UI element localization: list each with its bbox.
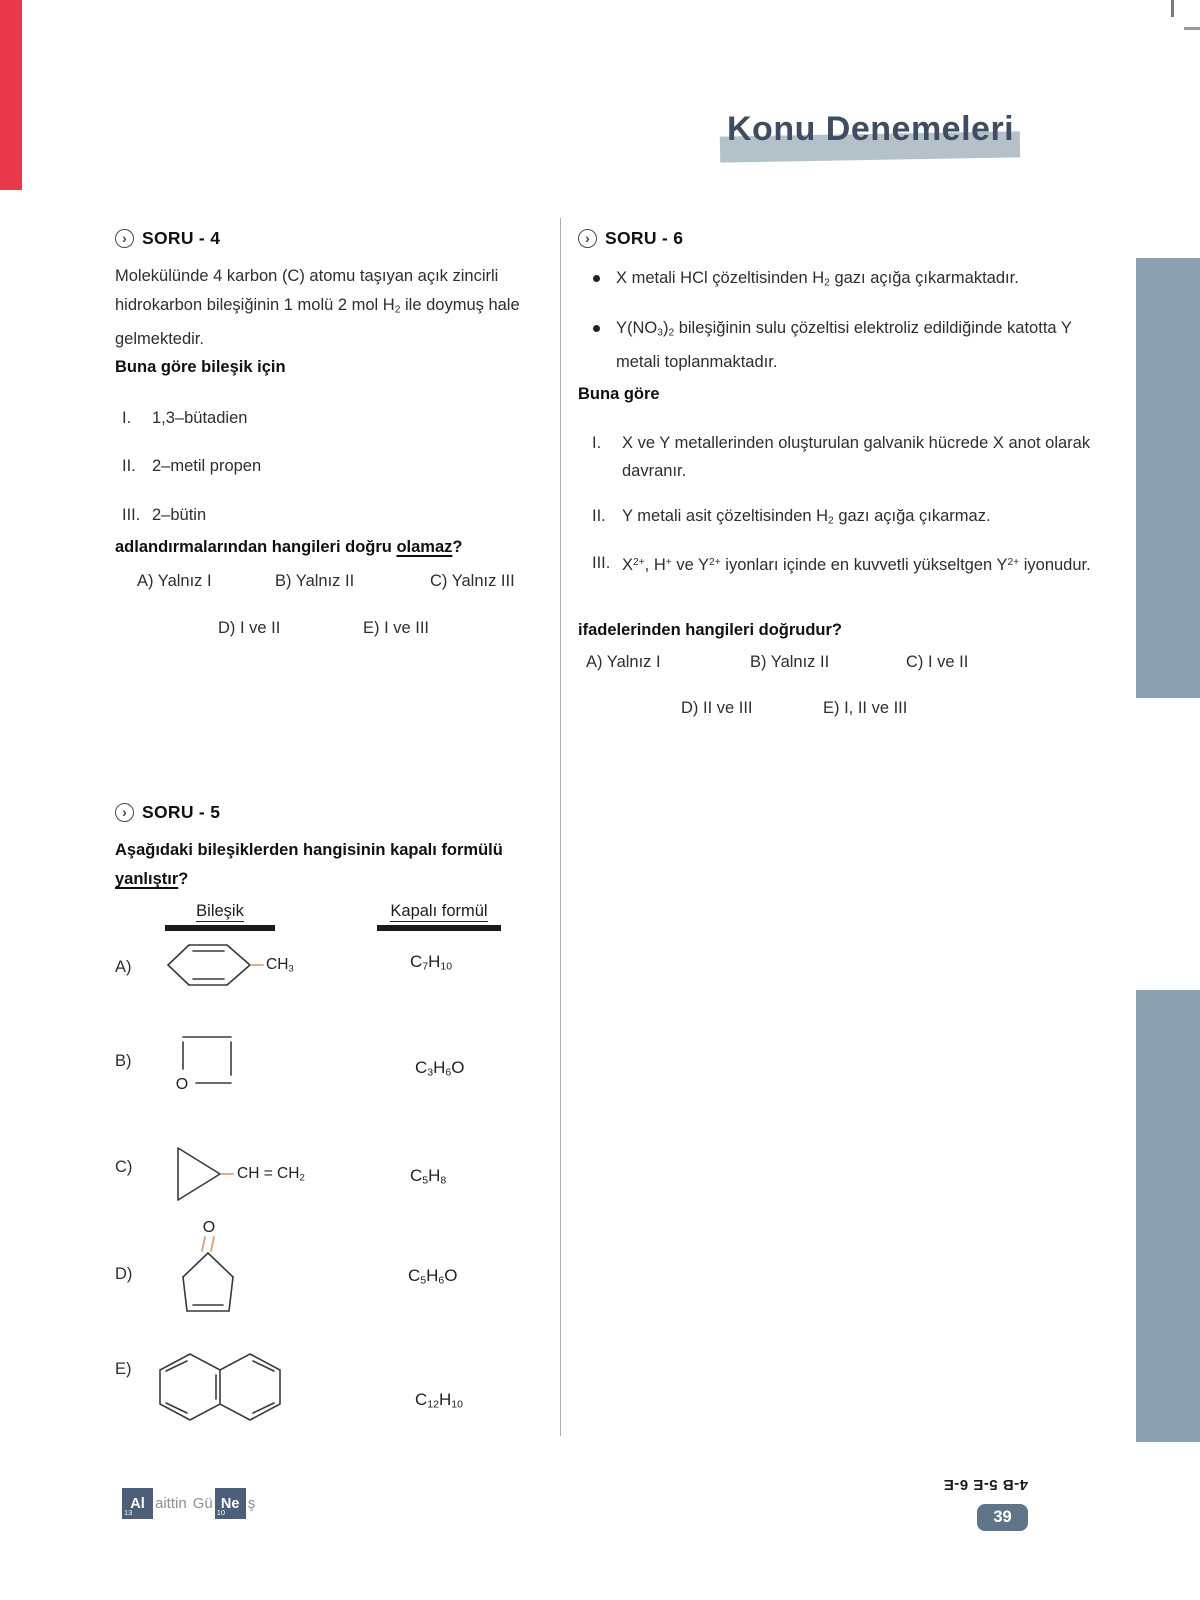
element-box-ne: 10 Ne — [215, 1488, 246, 1519]
page-number-badge: 39 — [977, 1504, 1028, 1531]
right-sidebar-block-top — [1136, 258, 1200, 698]
option-c: C) Yalnız III — [430, 572, 515, 590]
list-item: III. $X^{2+}$, H+ ve $Y^{2+}$ iyonları içinde en kuvvetli yükseltgen $Y^{2+}$ iyonudur. — [592, 554, 1091, 575]
header-underline-bar — [377, 925, 501, 931]
author-logo: 13 Al aittin Gü 10 Ne ş — [122, 1488, 255, 1519]
cyclopentenone-structure — [170, 1218, 250, 1325]
row-e-letter: E) — [115, 1360, 132, 1378]
chevron-circle-icon: › — [115, 229, 134, 248]
option-e: E) I, II ve III — [823, 699, 908, 717]
vinylcyclopropane-structure — [173, 1145, 305, 1203]
question-6 — [578, 222, 1110, 782]
crop-mark-vertical — [1171, 0, 1174, 17]
oxetane-ring — [170, 1032, 245, 1094]
question-4-header — [115, 228, 220, 249]
list-item: III. 2–bütin — [122, 506, 207, 524]
question-4 — [115, 222, 560, 782]
right-sidebar-block-bottom — [1136, 990, 1200, 1442]
bullet-item: X metali HCl çözeltisinden $H_2$ gazı açığa çıkarmaktadır. — [593, 264, 1110, 298]
question-6-lead: Buna göre — [578, 385, 660, 403]
row-a-letter: A) — [115, 958, 132, 976]
question-4-lead: Buna göre bileşik için — [115, 358, 286, 376]
oxetane-structure — [170, 1032, 245, 1099]
substituent-label: $CH_3$ — [266, 955, 294, 975]
row-b-letter: B) — [115, 1052, 132, 1070]
element-box-al: 13 Al — [122, 1488, 153, 1519]
question-6-header — [578, 228, 683, 249]
option-c: C) I ve II — [906, 653, 969, 671]
row-e-formula: $C_{12}H_{10}$ — [415, 1390, 463, 1411]
cyclopropane-ring — [173, 1145, 235, 1203]
bullet-icon — [593, 314, 616, 377]
list-item: II. 2–metil propen — [122, 457, 262, 475]
row-c-letter: C) — [115, 1158, 133, 1176]
option-d: D) I ve II — [218, 619, 281, 637]
substituent-label: CH = $CH_2$ — [237, 1164, 305, 1184]
question-5-stem: Aşağıdaki bileşiklerden hangisinin kapalı formülü yanlıştır? — [115, 841, 503, 888]
chevron-circle-icon: › — [115, 803, 134, 822]
naphthalene-structure — [155, 1348, 287, 1431]
question-4-paragraph: Molekülünde 4 karbon (C) atomu taşıyan açık zincirli hidrokarbon bileşiğinin 1 molü 2 mol $H_2$ ile doymuş hale gelmektedir. — [115, 267, 520, 348]
list-item: I. X ve Y metallerinden oluşturulan galvanik hücrede X anot olarak davranır. — [592, 434, 1091, 480]
question-5-header — [115, 802, 220, 823]
column-header-compound: Bileşik — [165, 902, 275, 931]
question-6-title: SORU - 6 — [605, 228, 684, 248]
row-a-formula: $C_7H_{10}$ — [410, 952, 453, 973]
oxygen-label: O — [175, 1076, 189, 1093]
row-b-formula: $C_3H_6O$ — [415, 1058, 465, 1079]
column-header-formula: Kapalı formül — [377, 902, 501, 931]
option-b: B) Yalnız II — [275, 572, 355, 590]
row-d-formula: $C_5H_6O$ — [408, 1266, 458, 1287]
column-divider — [560, 218, 561, 1436]
benzene-ring — [165, 940, 265, 990]
oxygen-label: O — [202, 1219, 216, 1236]
option-e: E) I ve III — [363, 619, 430, 637]
answer-key-rotated: 4-B 5-E 6-E — [943, 1476, 1028, 1493]
toluene-structure — [165, 940, 294, 990]
option-b: B) Yalnız II — [750, 653, 830, 671]
list-item: II. Y metali asit çözeltisinden $H_2$ gazı açığa çıkarmaz. — [592, 507, 991, 527]
question-5-title: SORU - 5 — [142, 802, 221, 822]
naphthalene-rings — [155, 1348, 287, 1426]
bullet-icon — [593, 264, 616, 298]
row-c-formula: $C_5H_8$ — [410, 1166, 447, 1187]
cyclopentenone-ring — [170, 1218, 250, 1320]
option-d: D) II ve III — [681, 699, 753, 717]
bullet-item: $Y(NO_3)_2$ bileşiğinin sulu çözeltisi elektroliz edildiğinde katotta Y metali toplanmaktadır. — [593, 314, 1110, 377]
row-d-letter: D) — [115, 1265, 133, 1283]
left-accent-bar — [0, 0, 22, 190]
list-item: I. 1,3–bütadien — [122, 409, 248, 427]
option-a: A) Yalnız I — [137, 572, 212, 590]
crop-mark-horizontal — [1184, 27, 1200, 30]
question-4-stem: adlandırmalarından hangileri doğru olamaz? — [115, 538, 463, 556]
question-4-title: SORU - 4 — [142, 228, 221, 248]
page-title: Konu Denemeleri — [727, 110, 1015, 148]
header-underline-bar — [165, 925, 275, 931]
question-5 — [115, 800, 560, 1460]
chevron-circle-icon: › — [578, 229, 597, 248]
option-a: A) Yalnız I — [586, 653, 661, 671]
question-6-stem: ifadelerinden hangileri doğrudur? — [578, 621, 843, 639]
